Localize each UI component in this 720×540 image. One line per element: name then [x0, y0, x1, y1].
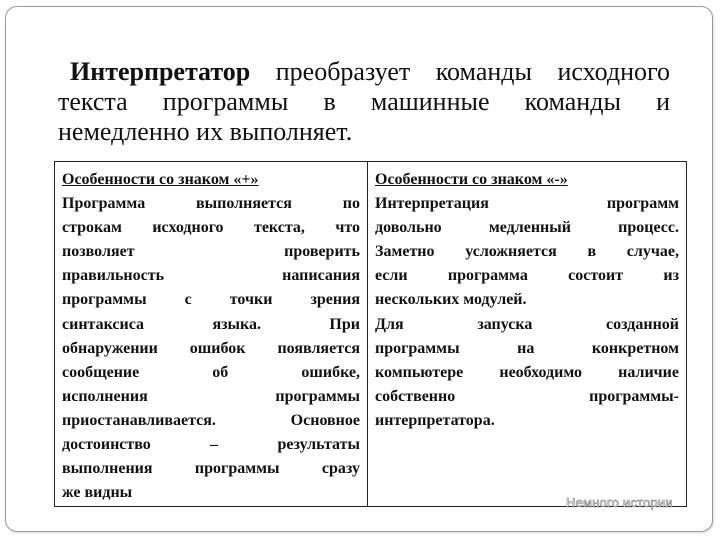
cons-line: если программа состоит из [375, 267, 679, 285]
comparison-table [54, 161, 687, 507]
cons-line: компьютере необходимо наличие [375, 363, 679, 381]
intro-line-3: немедленно их выполняет. [58, 117, 353, 146]
pros-line: сообщение об ошибке, [62, 363, 360, 381]
cons-line: Интерпретация программ [375, 195, 679, 213]
pros-line: позволяет проверить [62, 243, 360, 261]
pros-line: Программа выполняется по [62, 195, 360, 213]
pros-line: строкам исходного текста, что [62, 219, 360, 237]
pros-line: обнаружении ошибок появляется [62, 339, 360, 357]
intro-line-1 [58, 57, 670, 87]
cons-line: собственно программы- [375, 387, 679, 405]
pros-line: исполнения программы [62, 387, 360, 405]
pros-line: выполнения программы сразу [62, 460, 360, 478]
history-link[interactable]: Немного истории [566, 495, 673, 510]
pros-line: правильность написания [62, 267, 360, 285]
pros-line: достоинство – результаты [62, 436, 360, 454]
cons-heading: Особенности со знаком «-» [375, 171, 568, 188]
cons-line: Для запуска созданной [375, 315, 679, 333]
pros-line: синтаксиса языка. При [62, 315, 360, 333]
cons-line: нескольких модулей. [375, 291, 527, 309]
cons-line: программы на конкретном [375, 339, 679, 357]
intro-bold-term: Интерпретатор [70, 57, 251, 86]
pros-line: программы с точки зрения [62, 291, 360, 309]
intro-line-2: текста программы в машинные команды и [58, 87, 670, 116]
cons-line: довольно медленный процесс. [375, 219, 679, 237]
pros-line: приостанавливается. Основное [62, 411, 360, 429]
intro-paragraph [58, 57, 670, 147]
cons-line: Заметно усложняется в случае, [375, 243, 679, 261]
pros-column [55, 162, 368, 506]
pros-line: же видны [62, 484, 133, 502]
cons-column [368, 162, 686, 506]
intro-line-1-rest: преобразует команды исходного [250, 57, 670, 86]
cons-line: интерпретатора. [375, 411, 495, 429]
pros-heading: Особенности со знаком «+» [62, 171, 259, 188]
